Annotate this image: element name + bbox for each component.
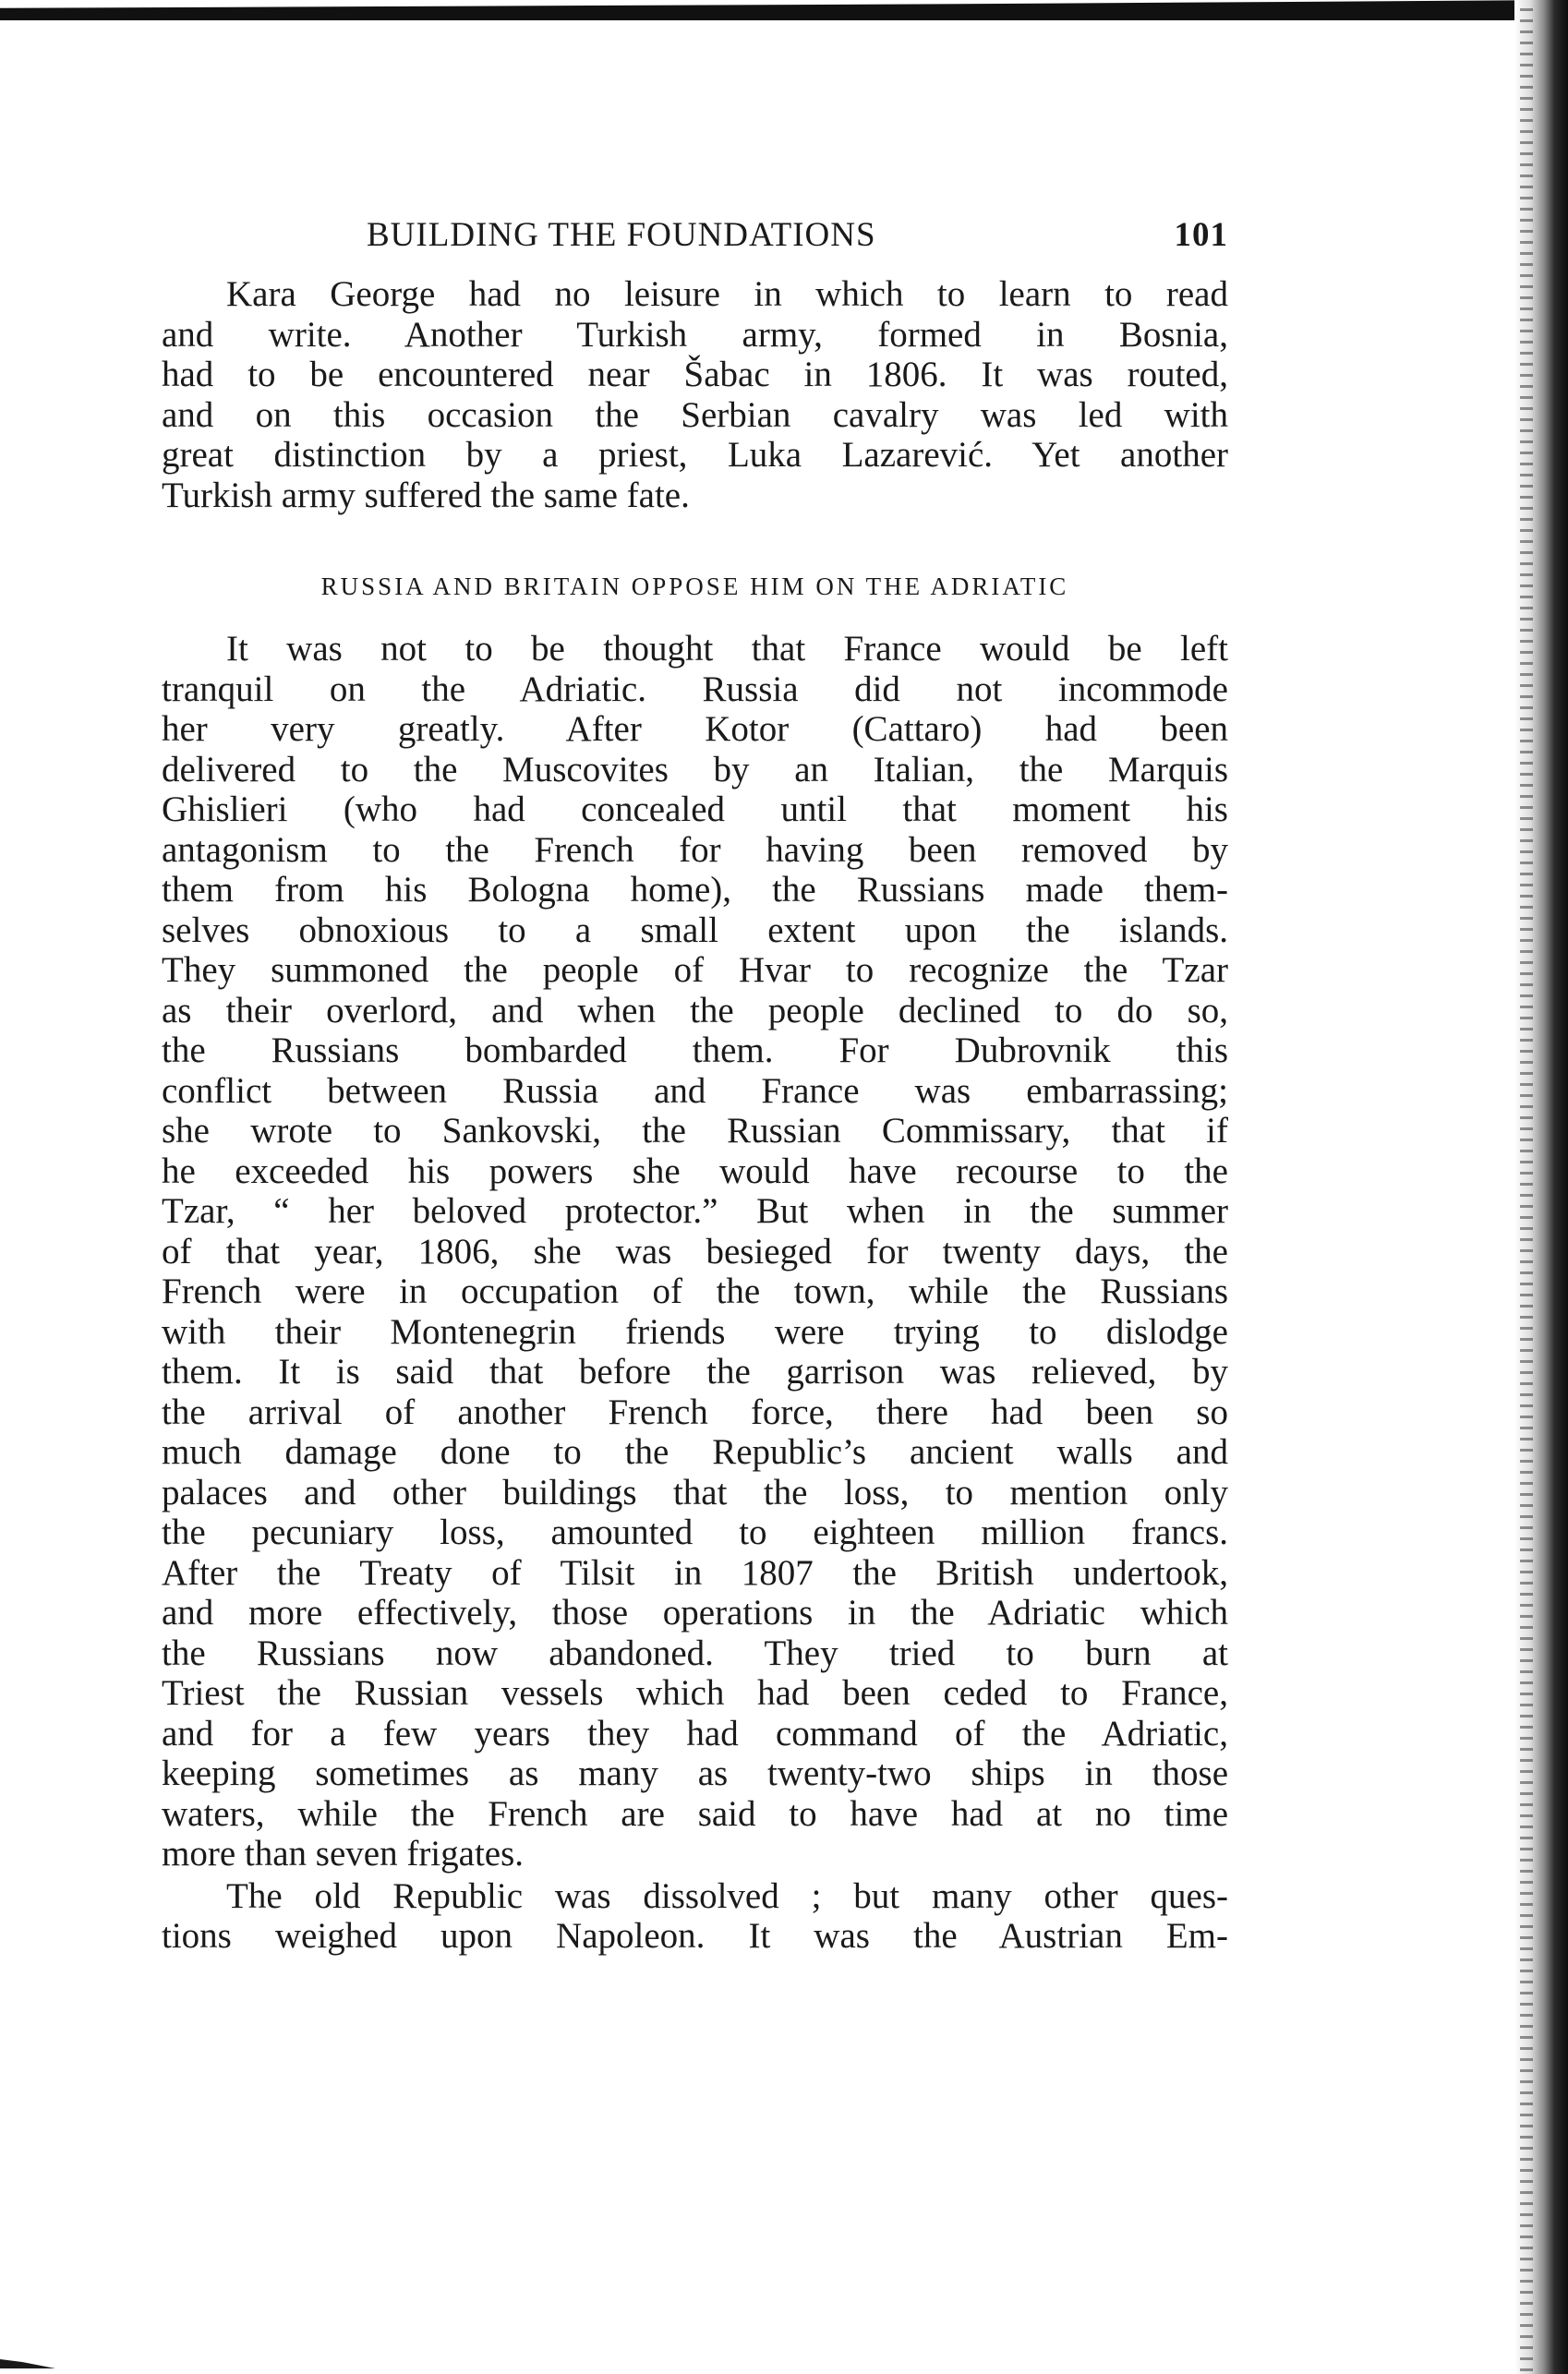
text-line: selves obnoxious to a small extent upon the islands. <box>162 910 1228 950</box>
text-line: and more effectively, those operations in the Adriatic which <box>162 1593 1228 1633</box>
text-line: Kara George had no leisure in which to learn to read <box>226 274 1228 314</box>
text-line: she wrote to Sankovski, the Russian Commissary, that if <box>162 1111 1228 1151</box>
text-line: them. It is said that before the garrison was relieved, by <box>162 1352 1228 1392</box>
section-heading: RUSSIA AND BRITAIN OPPOSE HIM ON THE ADRIATIC <box>320 572 1069 600</box>
text-line: much damage done to the Republic’s ancient walls and <box>162 1432 1228 1472</box>
text-line: and on this occasion the Serbian cavalry was led with <box>162 394 1228 435</box>
text-line: and write. Another Turkish army, formed in Bosnia, <box>162 314 1228 355</box>
text-line: conflict between Russia and France was embarrassing; <box>162 1070 1228 1111</box>
text-line: palaces and other buildings that the loss, to mention only <box>162 1472 1228 1512</box>
text-line: the arrival of another French force, there had been so <box>162 1392 1228 1432</box>
text-line: After the Treaty of Tilsit in 1807 the British undertook, <box>162 1552 1228 1593</box>
text-line: great distinction by a priest, Luka Lazarević. Yet another <box>162 435 1228 475</box>
text-line: tranquil on the Adriatic. Russia did not incommode <box>162 669 1228 709</box>
text-line: keeping sometimes as many as twenty-two ships in those <box>162 1753 1228 1793</box>
scan-top-edge <box>0 0 1568 20</box>
text-line: had to be encountered near Šabac in 1806. It was routed, <box>162 355 1228 394</box>
text-line: of that year, 1806, she was besieged for twenty days, the <box>162 1231 1228 1271</box>
running-head <box>162 208 1228 263</box>
text-line: waters, while the French are said to have had at no time <box>162 1793 1228 1834</box>
scan-gutter-texture <box>1520 0 1533 2374</box>
text-line: the Russians now abandoned. They tried to burn at <box>162 1633 1228 1673</box>
text-line: more than seven frigates. <box>162 1834 525 1874</box>
paragraph-kara-george <box>162 274 1228 515</box>
text-line: tions weighed upon Napoleon. It was the Austrian Em- <box>162 1916 1228 1956</box>
text-line: delivered to the Muscovites by an Italian, the Marquis <box>162 749 1228 789</box>
text-line: Ghislieri (who had concealed until that moment his <box>162 789 1228 829</box>
paragraph-russia-adriatic <box>162 629 1228 1874</box>
text-line: The old Republic was dissolved ; but many other ques- <box>226 1875 1228 1916</box>
text-line: with their Montenegrin friends were trying to dislodge <box>162 1311 1228 1352</box>
text-line: French were in occupation of the town, while the Russians <box>162 1271 1228 1311</box>
text-line: They summoned the people of Hvar to recognize the Tzar <box>162 950 1228 990</box>
text-line: antagonism to the French for having been removed by <box>162 829 1228 870</box>
scan-bottom-mark <box>0 2359 55 2368</box>
text-line: Triest the Russian vessels which had been ceded to France, <box>162 1673 1228 1713</box>
text-line: the pecuniary loss, amounted to eighteen million francs. <box>162 1512 1228 1552</box>
paragraph-republic-dissolved <box>162 1876 1228 1957</box>
book-page <box>162 208 1228 1957</box>
text-line: and for a few years they had command of the Adriatic, <box>162 1713 1228 1753</box>
text-line: It was not to be thought that France would be left <box>226 629 1228 669</box>
text-line: he exceeded his powers she would have recourse to the <box>162 1151 1228 1191</box>
text-line: the Russians bombarded them. For Dubrovnik this <box>162 1030 1228 1070</box>
text-line: them from his Bologna home), the Russians made them- <box>162 870 1228 910</box>
page-number: 101 <box>1174 216 1228 254</box>
text-line: as their overlord, and when the people declined to do so, <box>162 990 1228 1030</box>
text-line: Tzar, “ her beloved protector.” But when in the summer <box>162 1191 1228 1231</box>
text-line: Turkish army suffered the same fate. <box>162 475 690 515</box>
text-line: her very greatly. After Kotor (Cattaro) had been <box>162 709 1228 749</box>
running-title: BUILDING THE FOUNDATIONS <box>367 216 876 254</box>
